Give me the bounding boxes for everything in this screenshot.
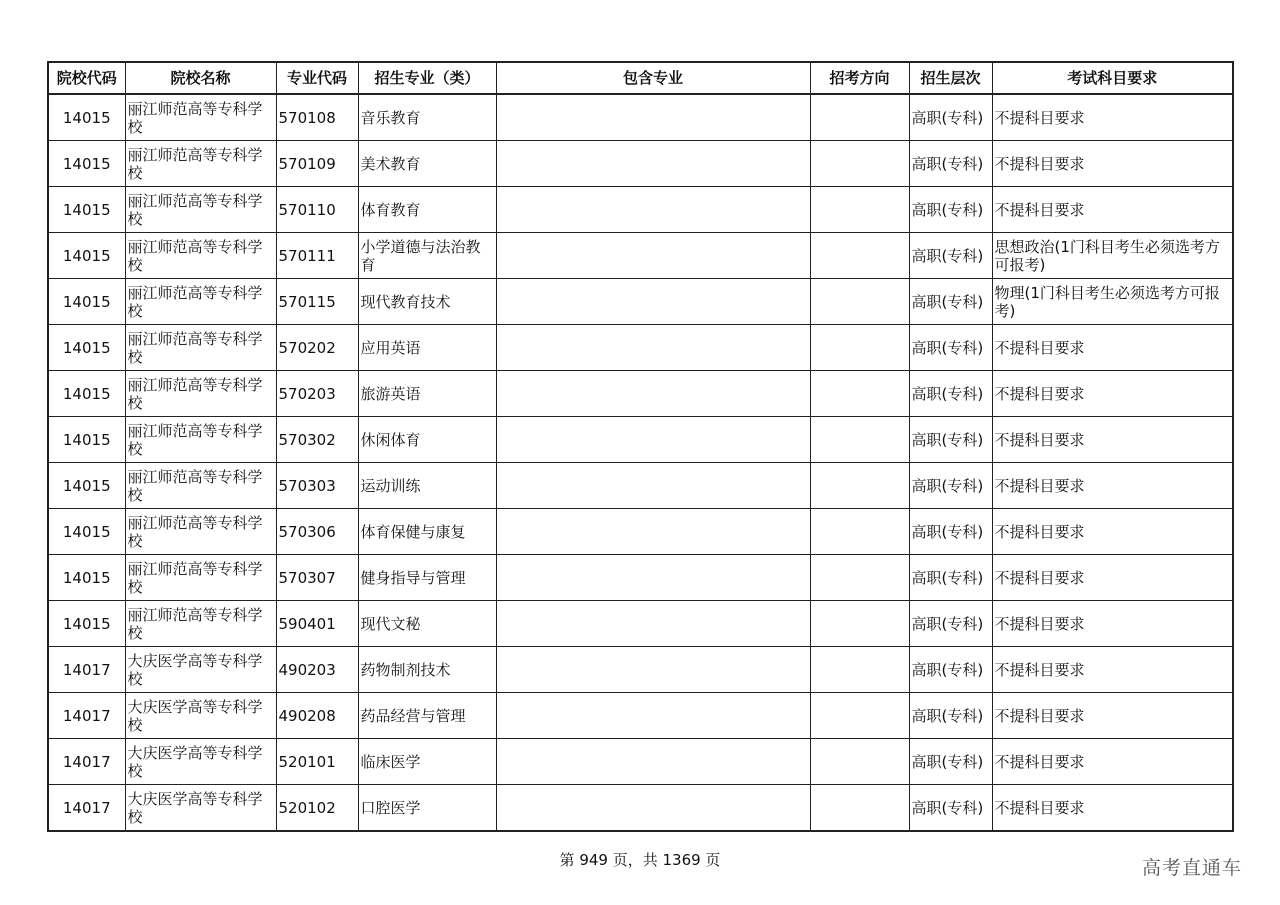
school-name-cell: 丽江师范高等专科学校 [125, 187, 276, 233]
subject-req-cell: 不提科目要求 [992, 739, 1233, 785]
direction-cell [810, 94, 909, 141]
major-code-cell: 570302 [276, 417, 358, 463]
school-code-cell: 14017 [48, 693, 125, 739]
school-code-cell: 14015 [48, 601, 125, 647]
major-code-cell: 570307 [276, 555, 358, 601]
direction-cell [810, 509, 909, 555]
school-name-cell: 丽江师范高等专科学校 [125, 325, 276, 371]
major-code-cell: 520101 [276, 739, 358, 785]
included-majors-cell [496, 371, 810, 417]
major-code-cell: 570109 [276, 141, 358, 187]
school-name-cell: 丽江师范高等专科学校 [125, 417, 276, 463]
school-code-cell: 14015 [48, 187, 125, 233]
school-name-cell: 大庆医学高等专科学校 [125, 785, 276, 832]
included-majors-cell [496, 325, 810, 371]
school-code-cell: 14015 [48, 417, 125, 463]
level-cell: 高职(专科) [909, 279, 992, 325]
subject-req-cell: 不提科目要求 [992, 187, 1233, 233]
subject-req-cell: 不提科目要求 [992, 509, 1233, 555]
col-header-subject-req: 考试科目要求 [992, 62, 1233, 94]
major-cell: 美术教育 [358, 141, 496, 187]
table-row [48, 325, 1233, 371]
direction-cell [810, 187, 909, 233]
included-majors-cell [496, 739, 810, 785]
level-cell: 高职(专科) [909, 233, 992, 279]
page-number: 第 949 页，共 1369 页 [559, 851, 721, 869]
major-cell: 音乐教育 [358, 94, 496, 141]
major-cell: 旅游英语 [358, 371, 496, 417]
major-code-cell: 570303 [276, 463, 358, 509]
table-row [48, 371, 1233, 417]
school-name-cell: 丽江师范高等专科学校 [125, 141, 276, 187]
level-cell: 高职(专科) [909, 325, 992, 371]
major-cell: 小学道德与法治教育 [358, 233, 496, 279]
major-cell: 体育保健与康复 [358, 509, 496, 555]
school-name-cell: 丽江师范高等专科学校 [125, 94, 276, 141]
school-name-cell: 大庆医学高等专科学校 [125, 739, 276, 785]
direction-cell [810, 325, 909, 371]
major-code-cell: 570306 [276, 509, 358, 555]
level-cell: 高职(专科) [909, 141, 992, 187]
level-cell: 高职(专科) [909, 417, 992, 463]
subject-req-cell: 不提科目要求 [992, 141, 1233, 187]
direction-cell [810, 601, 909, 647]
major-code-cell: 490208 [276, 693, 358, 739]
table-row [48, 463, 1233, 509]
level-cell: 高职(专科) [909, 601, 992, 647]
direction-cell [810, 279, 909, 325]
major-cell: 健身指导与管理 [358, 555, 496, 601]
school-name-cell: 大庆医学高等专科学校 [125, 647, 276, 693]
school-code-cell: 14017 [48, 647, 125, 693]
included-majors-cell [496, 187, 810, 233]
included-majors-cell [496, 601, 810, 647]
level-cell: 高职(专科) [909, 647, 992, 693]
school-name-cell: 丽江师范高等专科学校 [125, 233, 276, 279]
school-name-cell: 丽江师范高等专科学校 [125, 555, 276, 601]
col-header-major: 招生专业（类） [358, 62, 496, 94]
school-code-cell: 14015 [48, 325, 125, 371]
subject-req-cell: 不提科目要求 [992, 555, 1233, 601]
included-majors-cell [496, 555, 810, 601]
included-majors-cell [496, 647, 810, 693]
major-cell: 临床医学 [358, 739, 496, 785]
school-code-cell: 14015 [48, 555, 125, 601]
table-row [48, 141, 1233, 187]
included-majors-cell [496, 463, 810, 509]
table-row [48, 785, 1233, 832]
level-cell: 高职(专科) [909, 463, 992, 509]
subject-req-cell: 物理(1门科目考生必须选考方可报考) [992, 279, 1233, 325]
major-cell: 口腔医学 [358, 785, 496, 832]
major-code-cell: 570108 [276, 94, 358, 141]
col-header-level: 招生层次 [909, 62, 992, 94]
major-code-cell: 570110 [276, 187, 358, 233]
header-row [48, 62, 1233, 94]
table-row [48, 555, 1233, 601]
major-code-cell: 570111 [276, 233, 358, 279]
major-code-cell: 520102 [276, 785, 358, 832]
table-row [48, 94, 1233, 141]
school-code-cell: 14015 [48, 279, 125, 325]
major-code-cell: 590401 [276, 601, 358, 647]
subject-req-cell: 不提科目要求 [992, 693, 1233, 739]
subject-req-cell: 不提科目要求 [992, 785, 1233, 832]
school-code-cell: 14015 [48, 509, 125, 555]
subject-req-cell: 不提科目要求 [992, 325, 1233, 371]
school-name-cell: 丽江师范高等专科学校 [125, 371, 276, 417]
table-row [48, 693, 1233, 739]
table-row [48, 233, 1233, 279]
table-row [48, 601, 1233, 647]
school-name-cell: 丽江师范高等专科学校 [125, 509, 276, 555]
included-majors-cell [496, 141, 810, 187]
table-row [48, 417, 1233, 463]
major-cell: 休闲体育 [358, 417, 496, 463]
subject-req-cell: 不提科目要求 [992, 371, 1233, 417]
school-code-cell: 14015 [48, 371, 125, 417]
table-row [48, 509, 1233, 555]
direction-cell [810, 647, 909, 693]
level-cell: 高职(专科) [909, 187, 992, 233]
subject-req-cell: 不提科目要求 [992, 601, 1233, 647]
level-cell: 高职(专科) [909, 555, 992, 601]
included-majors-cell [496, 279, 810, 325]
major-code-cell: 570115 [276, 279, 358, 325]
major-cell: 药品经营与管理 [358, 693, 496, 739]
major-code-cell: 570203 [276, 371, 358, 417]
table-row [48, 279, 1233, 325]
included-majors-cell [496, 417, 810, 463]
major-cell: 运动训练 [358, 463, 496, 509]
included-majors-cell [496, 785, 810, 832]
major-cell: 药物制剂技术 [358, 647, 496, 693]
subject-req-cell: 思想政治(1门科目考生必须选考方可报考) [992, 233, 1233, 279]
major-cell: 现代文秘 [358, 601, 496, 647]
school-code-cell: 14017 [48, 785, 125, 832]
included-majors-cell [496, 94, 810, 141]
direction-cell [810, 739, 909, 785]
table-row [48, 187, 1233, 233]
subject-req-cell: 不提科目要求 [992, 647, 1233, 693]
direction-cell [810, 693, 909, 739]
col-header-school-code: 院校代码 [48, 62, 125, 94]
school-name-cell: 丽江师范高等专科学校 [125, 279, 276, 325]
level-cell: 高职(专科) [909, 693, 992, 739]
subject-req-cell: 不提科目要求 [992, 94, 1233, 141]
col-header-direction: 招考方向 [810, 62, 909, 94]
school-code-cell: 14015 [48, 463, 125, 509]
admissions-table [47, 61, 1234, 832]
level-cell: 高职(专科) [909, 739, 992, 785]
major-cell: 应用英语 [358, 325, 496, 371]
major-code-cell: 490203 [276, 647, 358, 693]
direction-cell [810, 417, 909, 463]
level-cell: 高职(专科) [909, 371, 992, 417]
major-code-cell: 570202 [276, 325, 358, 371]
included-majors-cell [496, 509, 810, 555]
subject-req-cell: 不提科目要求 [992, 463, 1233, 509]
school-code-cell: 14015 [48, 94, 125, 141]
included-majors-cell [496, 233, 810, 279]
table-row [48, 647, 1233, 693]
level-cell: 高职(专科) [909, 785, 992, 832]
level-cell: 高职(专科) [909, 94, 992, 141]
watermark: 高考直通车 [1142, 857, 1243, 879]
major-cell: 体育教育 [358, 187, 496, 233]
school-code-cell: 14015 [48, 233, 125, 279]
col-header-major-code: 专业代码 [276, 62, 358, 94]
direction-cell [810, 785, 909, 832]
included-majors-cell [496, 693, 810, 739]
major-cell: 现代教育技术 [358, 279, 496, 325]
school-code-cell: 14015 [48, 141, 125, 187]
direction-cell [810, 555, 909, 601]
level-cell: 高职(专科) [909, 509, 992, 555]
table-row [48, 739, 1233, 785]
col-header-included-majors: 包含专业 [496, 62, 810, 94]
school-name-cell: 大庆医学高等专科学校 [125, 693, 276, 739]
school-code-cell: 14017 [48, 739, 125, 785]
school-name-cell: 丽江师范高等专科学校 [125, 463, 276, 509]
subject-req-cell: 不提科目要求 [992, 417, 1233, 463]
direction-cell [810, 371, 909, 417]
direction-cell [810, 141, 909, 187]
col-header-school-name: 院校名称 [125, 62, 276, 94]
direction-cell [810, 233, 909, 279]
school-name-cell: 丽江师范高等专科学校 [125, 601, 276, 647]
direction-cell [810, 463, 909, 509]
